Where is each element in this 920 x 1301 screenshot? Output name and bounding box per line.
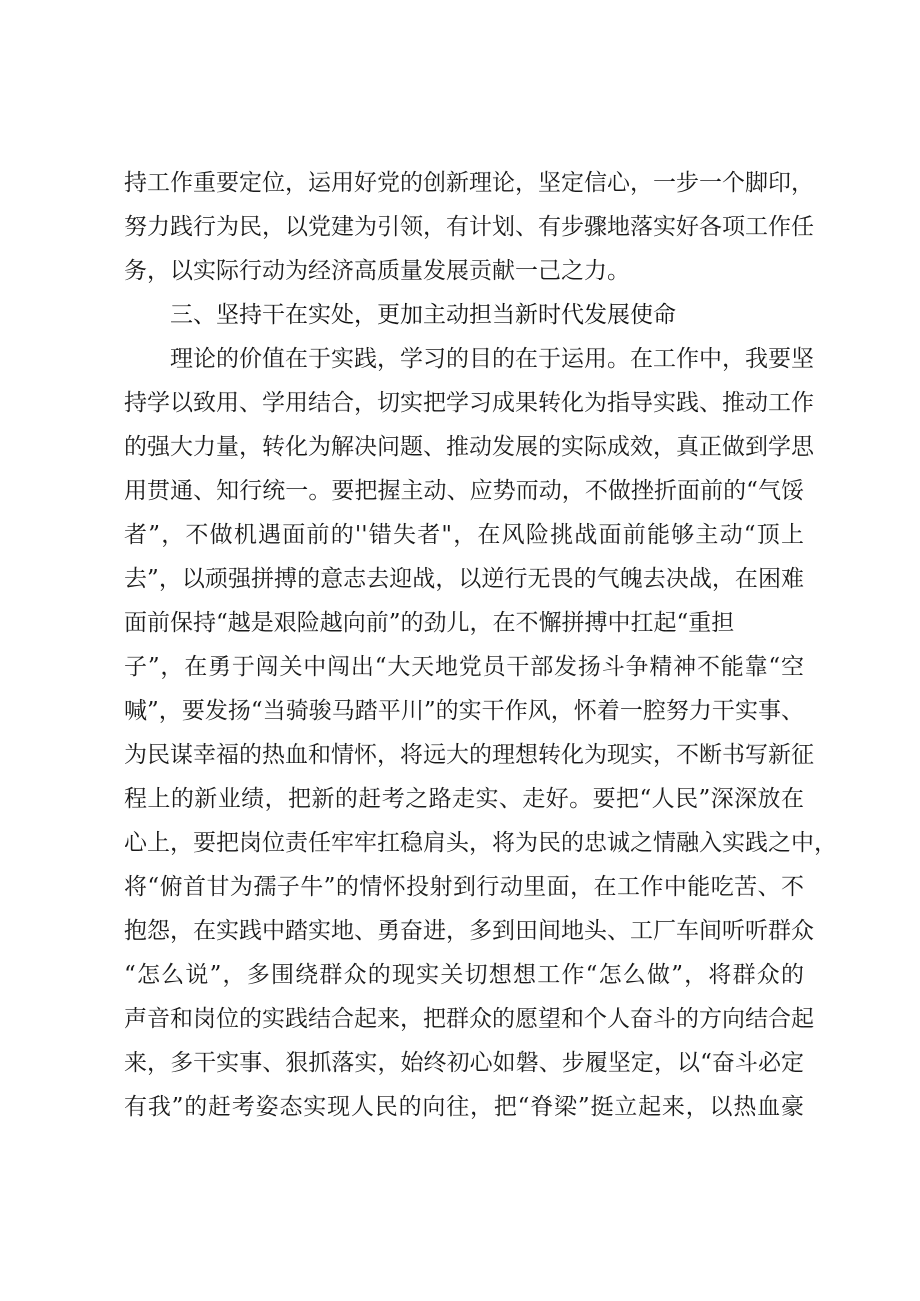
paragraph-2-line-2: 持学以致用、学用结合，切实把学习成果转化为指导实践、推动工作 — [124, 390, 814, 416]
paragraph-2-line-18: 有我”的赶考姿态实现人民的向往，把“脊梁”挺立起来，以热血豪 — [124, 1094, 804, 1120]
paragraph-2-line-3: 的强大力量，转化为解决问题、推动发展的实际成效，真正做到学思 — [124, 434, 814, 460]
paragraph-2-line-1: 理论的价值在于实践，学习的目的在于运用。在工作中，我要坚 — [170, 346, 814, 372]
paragraph-2-line-4: 用贯通、知行统一。要把握主动、应势而动，不做挫折面前的“气馁 — [124, 478, 804, 504]
paragraph-1-line-3: 务，以实际行动为经济高质量发展贡献一己之力。 — [124, 258, 630, 284]
paragraph-2-line-11: 程上的新业绩，把新的赶考之路走实、走好。要把“人民”深深放在 — [124, 786, 804, 812]
paragraph-1-line-1: 持工作重要定位，运用好党的创新理论，坚定信心，一步一个脚印， — [124, 170, 814, 196]
paragraph-2-line-10: 为民谋幸福的热血和情怀，将远大的理想转化为现实，不断书写新征 — [124, 742, 814, 768]
paragraph-2-line-12: 心上，要把岗位责任牢牢扛稳肩头，将为民的忠诚之情融入实践之中， — [124, 830, 837, 856]
paragraph-2-line-5: 者”，不做机遇面前的''错失者"，在风险挑战面前能够主动“顶上 — [124, 522, 804, 548]
paragraph-2-line-7: 面前保持“越是艰险越向前”的劲儿，在不懈拼搏中扛起“重担 — [124, 610, 735, 636]
paragraph-2-line-16: 声音和岗位的实践结合起来，把群众的愿望和个人奋斗的方向结合起 — [124, 1006, 814, 1032]
section-heading: 三、坚持干在实处，更加主动担当新时代发展使命 — [170, 302, 676, 328]
paragraph-2-line-13: 将“俯首甘为孺子牛”的情怀投射到行动里面，在工作中能吃苦、不 — [124, 874, 804, 900]
paragraph-2-line-14: 抱怨，在实践中踏实地、勇奋进，多到田间地头、工厂车间听听群众 — [124, 918, 814, 944]
paragraph-2-line-15: “怎么说”，多围绕群众的现实关切想想工作“怎么做”，将群众的 — [124, 962, 804, 988]
paragraph-2-line-6: 去”，以顽强拼搏的意志去迎战，以逆行无畏的气魄去决战，在困难 — [124, 566, 804, 592]
paragraph-2-line-9: 喊”，要发扬“当骑骏马踏平川”的实干作风，怀着一腔努力干实事、 — [124, 698, 804, 724]
paragraph-2-line-17: 来，多干实事、狠抓落实，始终初心如磐、步履坚定，以“奋斗必定 — [124, 1050, 804, 1076]
paragraph-2-line-8: 子”，在勇于闯关中闯出“大天地党员干部发扬斗争精神不能靠“空 — [124, 654, 804, 680]
paragraph-1-line-2: 努力践行为民，以党建为引领，有计划、有步骤地落实好各项工作任 — [124, 214, 814, 240]
